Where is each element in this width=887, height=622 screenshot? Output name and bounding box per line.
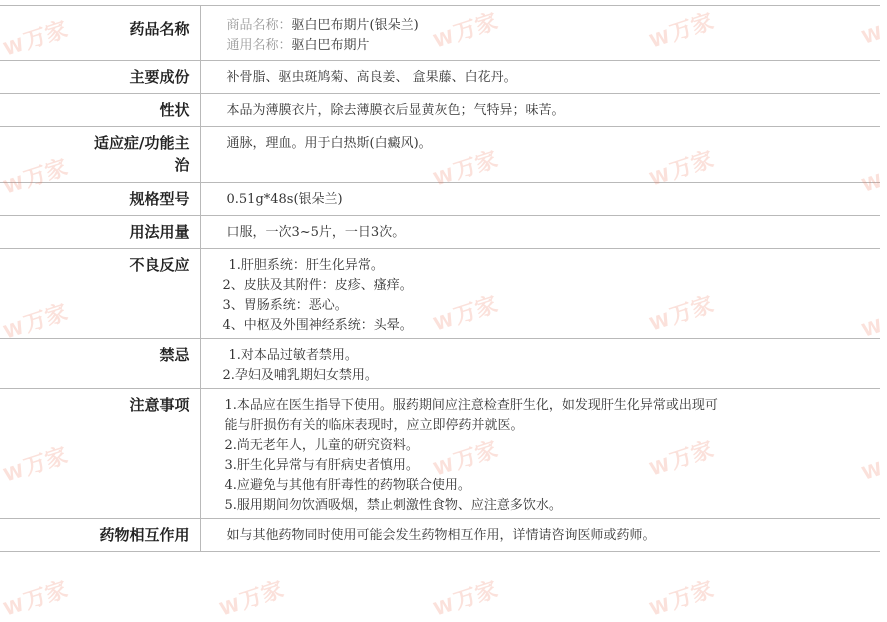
watermark-mark-icon: W: [1, 34, 27, 61]
trade-name-prefix: 商品名称：: [226, 18, 292, 33]
value-ingredients: 补骨脂、驱虫斑鸠菊、高良姜、 盒果藤、白花丹。: [200, 61, 880, 94]
watermark-mark-icon: W: [431, 309, 457, 336]
watermark-mark-icon: W: [431, 454, 457, 481]
watermark-text: 万家: [451, 292, 501, 330]
watermark-logo: [0, 573, 71, 622]
watermark-logo: [429, 573, 501, 622]
watermark-text: 万家: [21, 155, 71, 193]
label-drug-name: 药品名称: [0, 6, 200, 61]
watermark-mark-icon: W: [1, 460, 27, 487]
watermark-text: 万家: [21, 443, 71, 481]
row-precautions: [0, 389, 880, 519]
value-contraindications: [200, 339, 880, 389]
watermark-text: 万家: [21, 17, 71, 55]
watermark-logo: [215, 573, 287, 622]
watermark-mark-icon: W: [647, 26, 673, 53]
watermark-mark-icon: W: [647, 454, 673, 481]
contraindication-item: 1.对本品过敏者禁用。: [228, 348, 358, 363]
precaution-item-continued: 能与肝损伤有关的临床表现时，应立即停药并就医。: [224, 418, 524, 433]
row-indications: [0, 127, 880, 183]
row-interactions: [0, 519, 880, 552]
trade-name-line: [227, 16, 871, 36]
contraindication-item: 2.孕妇及哺乳期妇女禁用。: [222, 368, 378, 383]
generic-name-line: [227, 36, 871, 56]
label-indications-line-2: 治: [174, 156, 190, 174]
watermark-text: 万家: [667, 9, 717, 47]
label-contraindications: 禁忌: [0, 339, 200, 389]
value-specification: 0.51g*48s(银朵兰): [200, 183, 880, 216]
value-appearance: 本品为薄膜衣片，除去薄膜衣后显黄灰色；气特异；味苦。: [200, 94, 880, 127]
watermark-mark-icon: W: [859, 458, 885, 485]
watermark-text: 万家: [667, 147, 717, 185]
generic-name-text: 驱白巴布期片: [291, 38, 370, 53]
precaution-item: 3.肝生化异常与有肝病史者慎用。: [224, 458, 419, 473]
row-drug-name: [0, 6, 880, 61]
row-appearance: [0, 94, 880, 127]
watermark-mark-icon: W: [647, 309, 673, 336]
value-drug-name: [200, 6, 880, 61]
watermark-text: 万家: [451, 437, 501, 475]
row-contraindications: [0, 339, 880, 389]
adverse-item: 4、中枢及外围神经系统：头晕。: [222, 318, 413, 333]
watermark-mark-icon: W: [431, 594, 457, 621]
watermark-text: 万家: [667, 577, 717, 615]
generic-name-prefix: 通用名称：: [226, 38, 292, 53]
precaution-item: 5.服用期间勿饮酒吸烟，禁止刺激性食物、应注意多饮水。: [224, 498, 562, 513]
precaution-item: 2.尚无老年人，儿童的研究资料。: [224, 438, 419, 453]
adverse-item: 1.肝胆系统：肝生化异常。: [228, 258, 384, 273]
row-specification: [0, 183, 880, 216]
drug-spec-table: [0, 5, 880, 552]
label-interactions: 药物相互作用: [0, 519, 200, 552]
label-precautions: 注意事项: [0, 389, 200, 519]
watermark-mark-icon: W: [1, 317, 27, 344]
adverse-item: 2、皮肤及其附件：皮疹、瘙痒。: [222, 278, 413, 293]
value-precautions: [200, 389, 880, 519]
watermark-mark-icon: W: [859, 22, 885, 49]
row-adverse-reactions: [0, 249, 880, 339]
watermark-mark-icon: W: [1, 172, 27, 199]
value-dosage: 口服，一次3~5片，一日3次。: [200, 216, 880, 249]
label-appearance: 性状: [0, 94, 200, 127]
label-indications: [0, 127, 200, 183]
watermark-text: 万家: [21, 577, 71, 615]
watermark-mark-icon: W: [859, 170, 885, 197]
watermark-text: 万家: [237, 577, 287, 615]
watermark-mark-icon: W: [431, 26, 457, 53]
row-ingredients: [0, 61, 880, 94]
watermark-mark-icon: W: [647, 164, 673, 191]
label-dosage: 用法用量: [0, 216, 200, 249]
watermark-mark-icon: W: [647, 594, 673, 621]
watermark-mark-icon: W: [431, 164, 457, 191]
label-specification: 规格型号: [0, 183, 200, 216]
watermark-logo: [645, 573, 717, 622]
row-dosage: [0, 216, 880, 249]
label-ingredients: 主要成份: [0, 61, 200, 94]
value-adverse-reactions: [200, 249, 880, 339]
watermark-mark-icon: W: [217, 594, 243, 621]
watermark-text: 万家: [21, 300, 71, 338]
label-adverse-reactions: 不良反应: [0, 249, 200, 339]
value-indications: 通脉，理血。用于白热斯(白癜风)。: [200, 127, 880, 183]
watermark-text: 万家: [451, 577, 501, 615]
precaution-item: 1.本品应在医生指导下使用。服药期间应注意检查肝生化，如发现肝生化异常或出现可: [224, 398, 718, 413]
precaution-item: 4.应避免与其他有肝毒性的药物联合使用。: [224, 478, 471, 493]
trade-name-text: 驱白巴布期片(银朵兰): [291, 18, 419, 33]
value-interactions: 如与其他药物同时使用可能会发生药物相互作用，详情请咨询医师或药师。: [200, 519, 880, 552]
watermark-mark-icon: W: [1, 594, 27, 621]
label-indications-line-1: 适应症/功能主: [94, 134, 190, 152]
adverse-item: 3、胃肠系统：恶心。: [222, 298, 348, 313]
watermark-text: 万家: [451, 9, 501, 47]
watermark-text: 万家: [667, 292, 717, 330]
watermark-text: 万家: [667, 437, 717, 475]
watermark-text: 万家: [451, 147, 501, 185]
watermark-mark-icon: W: [859, 315, 885, 342]
